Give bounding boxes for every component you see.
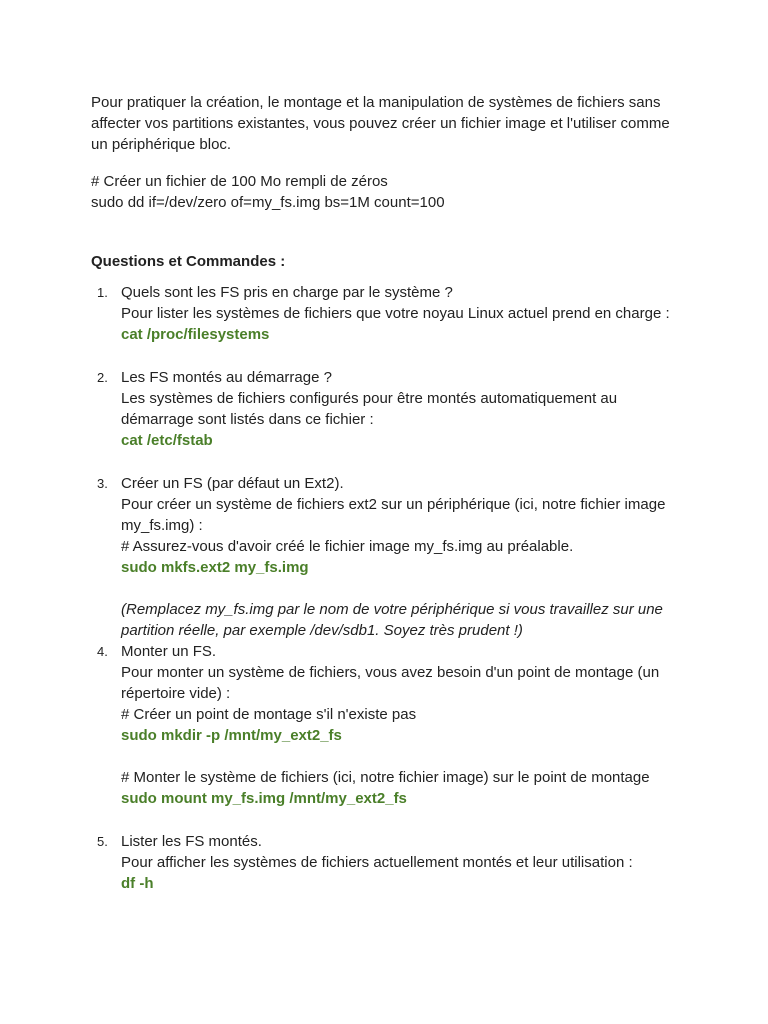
item-comment-2: # Monter le système de fichiers (ici, notre fichier image) sur le point de montage: [121, 769, 650, 786]
blank-line: [121, 746, 681, 767]
item-question: Lister les FS montés.: [121, 833, 262, 850]
intro-comment: # Créer un fichier de 100 Mo rempli de zéros: [91, 173, 388, 190]
item-command: sudo mkdir -p /mnt/my_ext2_fs: [121, 727, 342, 744]
item-number: 2.: [97, 370, 108, 385]
item-number: 1.: [97, 285, 108, 300]
blank-line: [121, 578, 681, 599]
list-item-3: [91, 473, 681, 641]
item-command: cat /proc/filesystems: [121, 326, 270, 343]
section-title: Questions et Commandes :: [91, 253, 286, 270]
item-number: 4.: [97, 644, 108, 659]
intro-command: sudo dd if=/dev/zero of=my_fs.img bs=1M count=100: [91, 194, 445, 211]
item-command: df -h: [121, 875, 154, 892]
item-question: Créer un FS (par défaut un Ext2).: [121, 475, 344, 492]
item-command: sudo mkfs.ext2 my_fs.img: [121, 559, 309, 576]
item-comment: # Assurez-vous d'avoir créé le fichier image my_fs.img au préalable.: [121, 538, 574, 555]
item-question: Monter un FS.: [121, 643, 217, 660]
item-command: cat /etc/fstab: [121, 432, 213, 449]
item-description: Pour créer un système de fichiers ext2 sur un périphérique (ici, notre fichier image my_fs.img) :: [121, 496, 666, 534]
item-description: Pour monter un système de fichiers, vous avez besoin d'un point de montage (un répertoire vide) :: [121, 664, 660, 702]
item-number: 3.: [97, 476, 108, 491]
intro-code-block: [91, 171, 681, 213]
item-command-2: sudo mount my_fs.img /mnt/my_ext2_fs: [121, 790, 407, 807]
item-description: Pour lister les systèmes de fichiers que votre noyau Linux actuel prend en charge :: [121, 305, 670, 322]
intro-paragraph: Pour pratiquer la création, le montage et la manipulation de systèmes de fichiers sans affecter vos partitions existantes, vous pouvez créer un fichier image et l'utiliser comme un périphérique bloc.: [91, 94, 670, 153]
list-item-2: [91, 367, 681, 451]
list-item-4: [91, 641, 681, 809]
item-description: Les systèmes de fichiers configurés pour être montés automatiquement au démarrage sont listés dans ce fichier :: [121, 390, 618, 428]
list-item-1: [91, 282, 681, 345]
item-question: Les FS montés au démarrage ?: [121, 369, 332, 386]
item-number: 5.: [97, 834, 108, 849]
list-item-5: [91, 831, 681, 894]
item-description: Pour afficher les systèmes de fichiers actuellement montés et leur utilisation :: [121, 854, 633, 871]
item-question: Quels sont les FS pris en charge par le système ?: [121, 284, 453, 301]
item-note: (Remplacez my_fs.img par le nom de votre périphérique si vous travaillez sur une partition réelle, par exemple /dev/sdb1. Soyez très prudent !): [121, 601, 663, 639]
document-page: [91, 92, 681, 894]
item-comment: # Créer un point de montage s'il n'existe pas: [121, 706, 417, 723]
question-list: [91, 282, 681, 894]
